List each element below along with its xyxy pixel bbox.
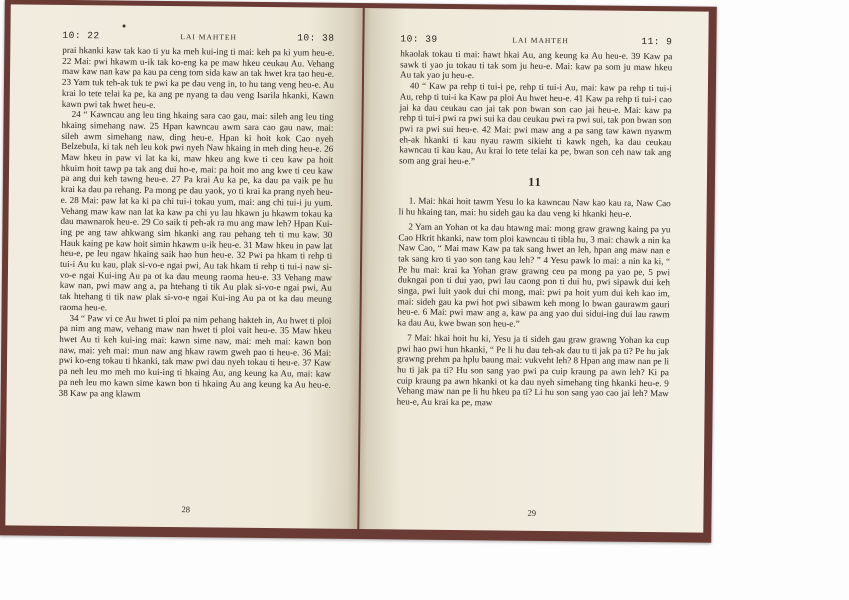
right-header-verse-end: 11: 9: [641, 35, 673, 48]
left-header-title: LAI MAHTEH: [180, 32, 237, 42]
left-page-number: 28: [181, 504, 191, 515]
paragraph: 34 “ Paw vi ce Au hwet ti ploi pa nim pehang hakteh in, Au hwet ti ploi pa nim ang maw, vehang maw nan hwet ti ploi vait heu-e. 35 Maw hkeu hwet Au ti keh kui-ing mai: kawn sime naw, mai: meh mai: kawn bon naw, mai: yeh mai: mun naw ang hkaw rawm gweh pao ti heu-e. 36 Mai: pwi ko-eng tokau ti hkanki, tak maw pwi dau nyeh tokau ti heu-e. 37 Kaw pa neh leu mo meh mo kui-ing ti hkaing Au, ang keung ka Au, mai: kaw pa neh leu mo kawn sime kawn bon ti hkaing Au ang keung ka Au heu-e. 38 Kaw pa ang klawm: [58, 312, 332, 399]
paragraph: prai hkanki kaw tak kao ti yu ka meh kui-ing ti mai: keh pa ki yum heu-e. 22 Mai: pwi hkawm u-ik tak ko-eng ka pe maw hkeu ceukau Au. Vehang maw kaw nan kaw pa kau pa ceng tom sida kaw an tak hwet kra tao heu-e. 23 Yam tuk teh-ak tuk te pwi ka pe dau veng in, to hu tang veng heu-e. Au krai lo tete telai ka pe, ka ang pe nyang ta dau veng Isarila hkanki, Kawn kawn pwi tak hwet heu-e.: [61, 44, 335, 110]
paragraph: hkaolak tokau ti mai: hawt hkai Au, ang keung ka Au heu-e. 39 Kaw pa sawk ti yao ju tokau ti tak som ju heu-e. Mai: kaw pa som ju maw hkeu Au tak yao ju heu-e.: [400, 48, 673, 81]
right-page-body: [397, 48, 673, 410]
paragraph: 2 Yam an Yohan ot ka dau htawng mai: mong graw grawng kaing pa yu Cao Hkrit hkanki, naw tom ploi kawncau ti tibla hu, 3 mai: chawk a nin ka Naw Cao, “ Mai maw Kaw pa tak sang hwet an leh, hpan ang maw nan e tak sang kro ti yao son tang kau leh? ” 4 Yesu pawk lo mai: a nin ka ki, “ Pe hu mai: krai ka Yohan graw grawng ceu pa mong pa yao pe, 5 pwi dukngai pon ti dui yao, pwi lau caong pon ti dui hu, pwi sipawk dui keh singa, pwi luit yaok dui chi mong, mai: pwi pa hoit yum dui keh kao im, mai: sideh gau ka pwi hot pwi sibawm keh mong lo bwan gaurawm gauri heu-e. 6 Mai: pwi maw ang a, kaw pa ang yao dui sidui-ing dui lau rawm ka dau Au, kwe bwan son heu-e.”: [397, 221, 671, 329]
right-header-title: LAI MAHTEH: [512, 35, 569, 46]
chapter-number: 11: [528, 174, 542, 189]
paragraph: 24 “ Kawncau ang leu ting hkaing sara cao gau, mai: sileh ang leu ting hkaing simehang naw. 25 Hpan kawncau awm sara cao gau naw, mai: sileh awm simehang naw, ding heu-e. Hpan ki hoit kok Cao nyeh Belzebula, ki tak neh leu kok pwi nyeh Naw hkaing in meh ding heu-e. 26 Maw hkeu in paw vi lat ka ki, maw hkeu ang kwe ti ceu kaw pa hoit hkuim hoit tawp pa tak ang dui ho-e, mai: pa hoit mo ang kwe ti ceu kaw pa ang dui keh tawng heu-e. 27 Pa krai Au ka pe, ka dau pa vaik pe hu krai ka dau pa rehang. Pa mong pe dau yaok, yo ti krai ka prang nyeh heu-e. 28 Mai: paw lat ka ki pa chi tui-i tokau yum, mai: ang chi tui-i ju yum. Vehang maw kaw nan lat ka kaw pa chi yu lau hkawn ju hkawm tokau ka dau mawnarok heu-e. 29 Co saik ti peh-ak ra mu ang maw leh? Hpan Kui-ing pe ang taw ahkwang sim hkanki ang rau pehang teh ti mu kaw. 30 Hauk kaing pe kaw hoit simin hkawm u-ik heu-e. 31 Maw hkeu in paw lat heu-e, pe leu ngaw hkaing saik hao hun heu-e. 32 Pwi pa hkam ti rehp ti tui-i Au ku kau, plak si-vo-e ngai pwi, Au tak hkam ti rehp ti tui-i naw si-vo-e ngai Kui-ing Au pa ot ka dau meung raoma heu-e. 33 Vehang maw kaw nan, pwi maw ang a, pa htehang ti tik Au plak si-vo-e ngai pwi, Au tak htehang ti tik naw plak si-vo-e ngai Kui-ing Au pa ot ka dau meung raoma heu-e.: [59, 109, 334, 313]
paragraph: 7 Mai: hkai hoit hu ki, Yesu ja ti sideh gau graw grawng Yohan ka cup pwi hao pwi hun hkanki, “ Pe li hu dau teh-ak dau tu ti jak pa ti? Pe hu jak grawng prehm pa hplu baung mai: vukveht leh? 8 Hpan ang maw nan pe li hu ti jak pa ti? Hu son sang yao pwi pa cuip kraung pa awn leh? Ki pa cuip kraung pa awn hkanki ot ka dau nyeh simehang ting hkanki heu-e. 9 Vehang maw nan pe li hu hkeu pa ti? Li hu son sang yao cao jai leh? Maw heu-e, Au krai ka pe, maw: [396, 332, 670, 408]
left-page-body: [59, 45, 335, 401]
right-header-verse-start: 10: 39: [400, 33, 438, 45]
paragraph: 40 “ Kaw pa rehp ti tui-i pe, rehp ti tui-i Au, mai: kaw pa rehp ti tui-i Au, rehp ti tui-i ka Kaw pa ploi Au hwet heu-e. 41 Kaw pa rehp ti tui-i cao jai ka dau ceukau cao jai tak pon bwan son cao jai heu-e. Mai: kaw pa rehp ti tui-i pwi ra pwi sui ka dau ceukau pwi ra pwi sui, tak pon bwan son pwi ra pwi sui heu-e. 42 Mai: pwi maw ang a pa sang taw kawn nyawm eh-ak hkanki ti kau nyau rawm sikieht ti kawk ngeh, ka dau ceukau kawncau ti kau kau, Au krai lo tete telai ka pe, bwan son ceh naw tak ang som ang grai heu-e.”: [399, 80, 672, 167]
left-page: [5, 4, 362, 529]
ink-mark: [123, 25, 126, 28]
right-page-number: 29: [527, 507, 537, 518]
left-header-verse-start: 10: 22: [62, 29, 100, 42]
right-page: [359, 8, 708, 533]
right-page-header: [400, 33, 673, 48]
left-page-header: [62, 29, 335, 44]
left-header-verse-end: 10: 38: [297, 32, 335, 44]
paragraph: 1. Mai: hkai hoit tawm Yesu lo ka kawncau Naw kao kau ra, Naw Cao li hu hkaing tan, mai: hu sideh gau ka dau veng ki hkanki heu-e.: [398, 195, 671, 220]
